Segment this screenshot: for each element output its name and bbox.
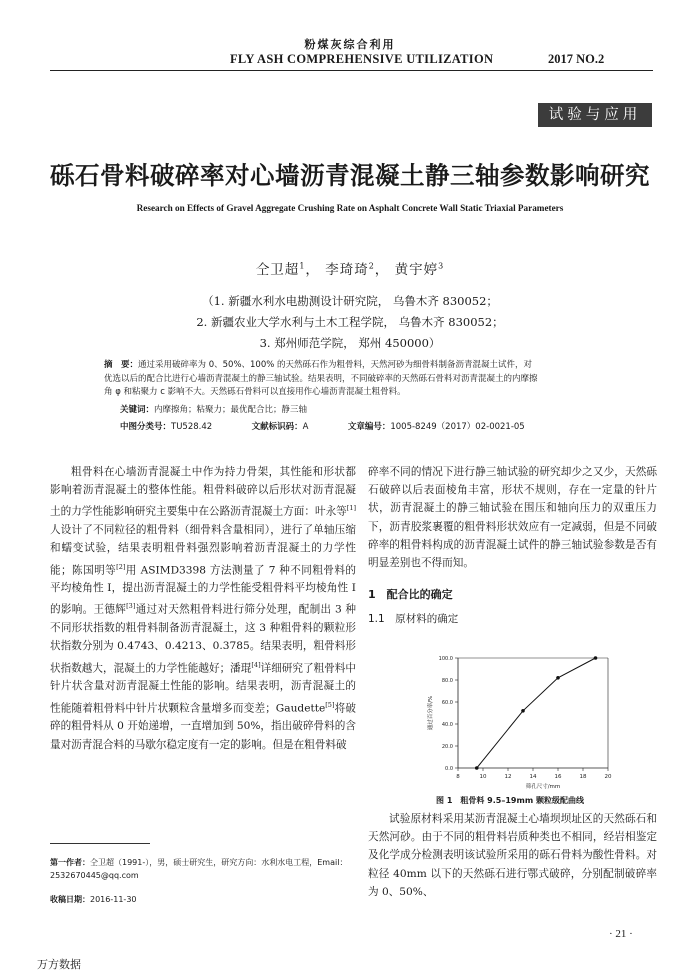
subsection-heading: 1.1 原材料的确定 — [368, 613, 459, 626]
received-date-label: 收稿日期： — [50, 895, 90, 904]
x-tick-label: 14 — [529, 774, 537, 780]
received-date — [50, 893, 360, 906]
citation: [5] — [325, 700, 335, 709]
x-tick-label: 16 — [554, 774, 562, 780]
gradation-chart — [378, 650, 648, 800]
series-line — [477, 658, 596, 768]
text-run: 将破碎的粗骨料从 0 开始递增，一直增加到 50%，指出破碎骨料的含量对沥青混合料的马歇尔稳定度有一定的影响。但是在粗骨料破 — [50, 702, 357, 751]
y-axis-label: 通过百分率/% — [428, 695, 434, 731]
body-right-column — [368, 463, 657, 629]
footnote-author-text: 仝卫超（1991-），男，硕士研究生，研究方向：水利水电工程，Email：2532670445@qq.com — [50, 858, 348, 880]
journal-title-en: FLY ASH COMPREHENSIVE UTILIZATION — [230, 52, 494, 66]
author-name: 黄宇婷 — [394, 262, 439, 278]
citation: [4] — [251, 660, 261, 669]
x-tick-label: 8 — [456, 774, 460, 780]
received-date-value: 2016-11-30 — [90, 895, 137, 904]
author-name: 李琦琦 — [325, 262, 369, 278]
citation-number: 4 — [253, 660, 259, 669]
y-tick-label: 60.0 — [441, 700, 453, 706]
abstract-line: 优选以后的配合比进行心墙沥青混凝土的静三轴试验。结果表明，不同破碎率的天然砾石骨料对沥青混凝土的内摩擦 — [104, 373, 538, 384]
abstract-line: 角 φ 和粘聚力 c 影响不大。天然砾石骨料可以直接用作心墙沥青混凝土粗骨料。 — [104, 387, 406, 397]
clc-value: TU528.42 — [171, 422, 213, 432]
text-run: 详细研究了粗骨料中针片状含量对沥青混凝土性能的影响。结果表明，沥青混凝土的性能随着粗骨料中针片状颗粒含量增多而变差；Gaudette — [50, 662, 356, 715]
paper-title-cn: 砾石骨料破碎率对心墙沥青混凝土静三轴参数影响研究 — [50, 161, 650, 190]
author-sup: 1 — [299, 261, 306, 271]
figure-caption: 图 1 粗骨料 9.5–19mm 颗粒级配曲线 — [436, 796, 584, 805]
data-point — [594, 656, 598, 660]
doc-code-label: 文献标识码： — [251, 422, 303, 432]
text-run: 粗骨料在心墙沥青混凝土中作为持力骨架，其性能和形状都影响着沥青混凝土的整体性能。粗骨料破碎以后形状对沥青混凝土的力学性能影响研究主要集中在公路沥青混凝土方面：叶永等 — [50, 466, 356, 518]
article-no-value: 1005-8249（2017）02-0021-05 — [390, 422, 525, 432]
header-rule — [50, 70, 653, 71]
y-tick-label: 100.0 — [438, 656, 453, 662]
x-tick-label: 18 — [579, 774, 587, 780]
author-list: 仝卫超$^1$， 李琦琦$^2$， 黄宇婷$^3$ — [255, 261, 445, 278]
x-tick-label: 20 — [604, 774, 612, 780]
journal-title-cn: 粉煤灰综合利用 — [304, 38, 396, 51]
data-point — [556, 676, 560, 680]
body-paragraph: 试验原材料采用某沥青混凝土心墙坝坝址区的天然砾石和天然河砂。由于不同的粗骨料岩质种类也不相同，经岩相鉴定及化学成分检测表明该试验所采用的砾石骨料为酸性骨料。对粒径 40mm 以下的天然砾石进行鄂式破碎，分别配制破碎率为 0、50%、 — [368, 813, 657, 898]
article-no-label: 文章编号： — [347, 422, 391, 432]
affiliation-line: 2. 新疆农业大学水利与土木工程学院， 乌鲁木齐 830052； — [196, 315, 504, 329]
data-point — [521, 709, 525, 713]
body-left-column — [50, 463, 356, 754]
author-footnote — [50, 856, 360, 882]
author-sup: 2 — [368, 261, 375, 271]
citation-number: 3 — [128, 602, 133, 611]
body-paragraph: 碎率不同的情况下进行静三轴试验的研究却少之又少，天然砾石破碎以后表面棱角丰富，形状不规则，存在一定量的针片状，沥青混凝土的静三轴试验在围压和轴向压力的双重压力下，沥青胶浆裹覆的粗骨料形状效应有一定减弱，但是不同破碎率的粗骨料构成的沥青混凝土试件的静三轴试验参数是否有明显差别也不得而知。 — [368, 466, 657, 570]
page-number: · 21 · — [609, 928, 633, 940]
citation: [1] — [346, 504, 356, 513]
x-axis-label: 筛孔尺寸/mm — [525, 784, 561, 790]
abstract-line — [104, 359, 634, 373]
keywords-label: 关键词： — [120, 405, 155, 415]
y-tick-label: 0.0 — [445, 766, 453, 772]
doc-code-value: A — [302, 422, 309, 432]
footnote-author-label: 第一作者： — [50, 858, 90, 867]
watermark: 万方数据 — [37, 958, 81, 971]
y-tick-label: 40.0 — [441, 722, 453, 728]
citation-number: 1 — [349, 504, 354, 513]
abstract-text: 通过采用破碎率为 0、50%、100% 的天然砾石作为粗骨料，天然河砂为细骨料制备沥青混凝土试件，对 — [138, 360, 533, 370]
keywords — [120, 404, 650, 418]
data-point — [475, 766, 479, 770]
abstract-label: 摘 要： — [104, 360, 139, 370]
keywords-text: 内摩擦角；粘聚力；最优配合比；静三轴 — [154, 405, 308, 415]
text-run: 人设计了不同粒径的粗骨料（细骨料含量相同），进行了单轴压缩和蠕变试验，结果表明粗骨料强烈影响着沥青混凝土的力学性能；陈国明等 — [50, 524, 356, 577]
issue-number: 2017 NO.2 — [548, 52, 605, 66]
section-tag: 试验与应用 — [538, 103, 652, 127]
y-tick-label: 20.0 — [441, 744, 453, 750]
citation: [2] — [116, 562, 126, 571]
body-right-column-continued — [368, 810, 657, 901]
body-paragraph — [50, 463, 356, 754]
author-name: 仝卫超 — [255, 262, 300, 278]
author-sup: 3 — [438, 261, 445, 271]
footnote-rule — [50, 843, 150, 844]
abstract — [104, 359, 634, 400]
x-tick-label: 10 — [479, 774, 487, 780]
citation: [3] — [126, 602, 136, 611]
clc-label: 中图分类号： — [120, 422, 172, 432]
y-tick-label: 80.0 — [441, 678, 453, 684]
classification-row — [120, 421, 650, 435]
x-tick-label: 12 — [504, 774, 512, 780]
section-heading: 1 配合比的确定 — [368, 588, 453, 602]
paper-title-en: Research on Effects of Gravel Aggregate Crushing Rate on Asphalt Concrete Wall Static Triaxial Parameters — [136, 203, 564, 213]
affiliation-line: 3. 郑州师范学院， 郑州 450000） — [259, 336, 441, 350]
citation-number: 5 — [327, 700, 332, 709]
citation-number: 2 — [118, 562, 123, 571]
text-run: 通过对天然粗骨料进行筛分处理，配制出 3 种不同形状指数的粗骨料制备沥青混凝土，这 3 种粗骨料的颗粒形状指数分别为 0.4743、0.4213、0.3785。结果表明，粗骨料形状指数越大，混凝土的力学性能越好；潘琨 — [50, 604, 356, 675]
text-run: 用 ASIMD3398 方法测量了 7 种不同粗骨料的平均棱角性 I，提出沥青混凝土的力学性能受粗骨料平均棱角性 I 的影响。王德辉 — [50, 564, 356, 617]
affiliation-line: （1. 新疆水利水电勘测设计研究院， 乌鲁木齐 830052； — [202, 294, 498, 308]
